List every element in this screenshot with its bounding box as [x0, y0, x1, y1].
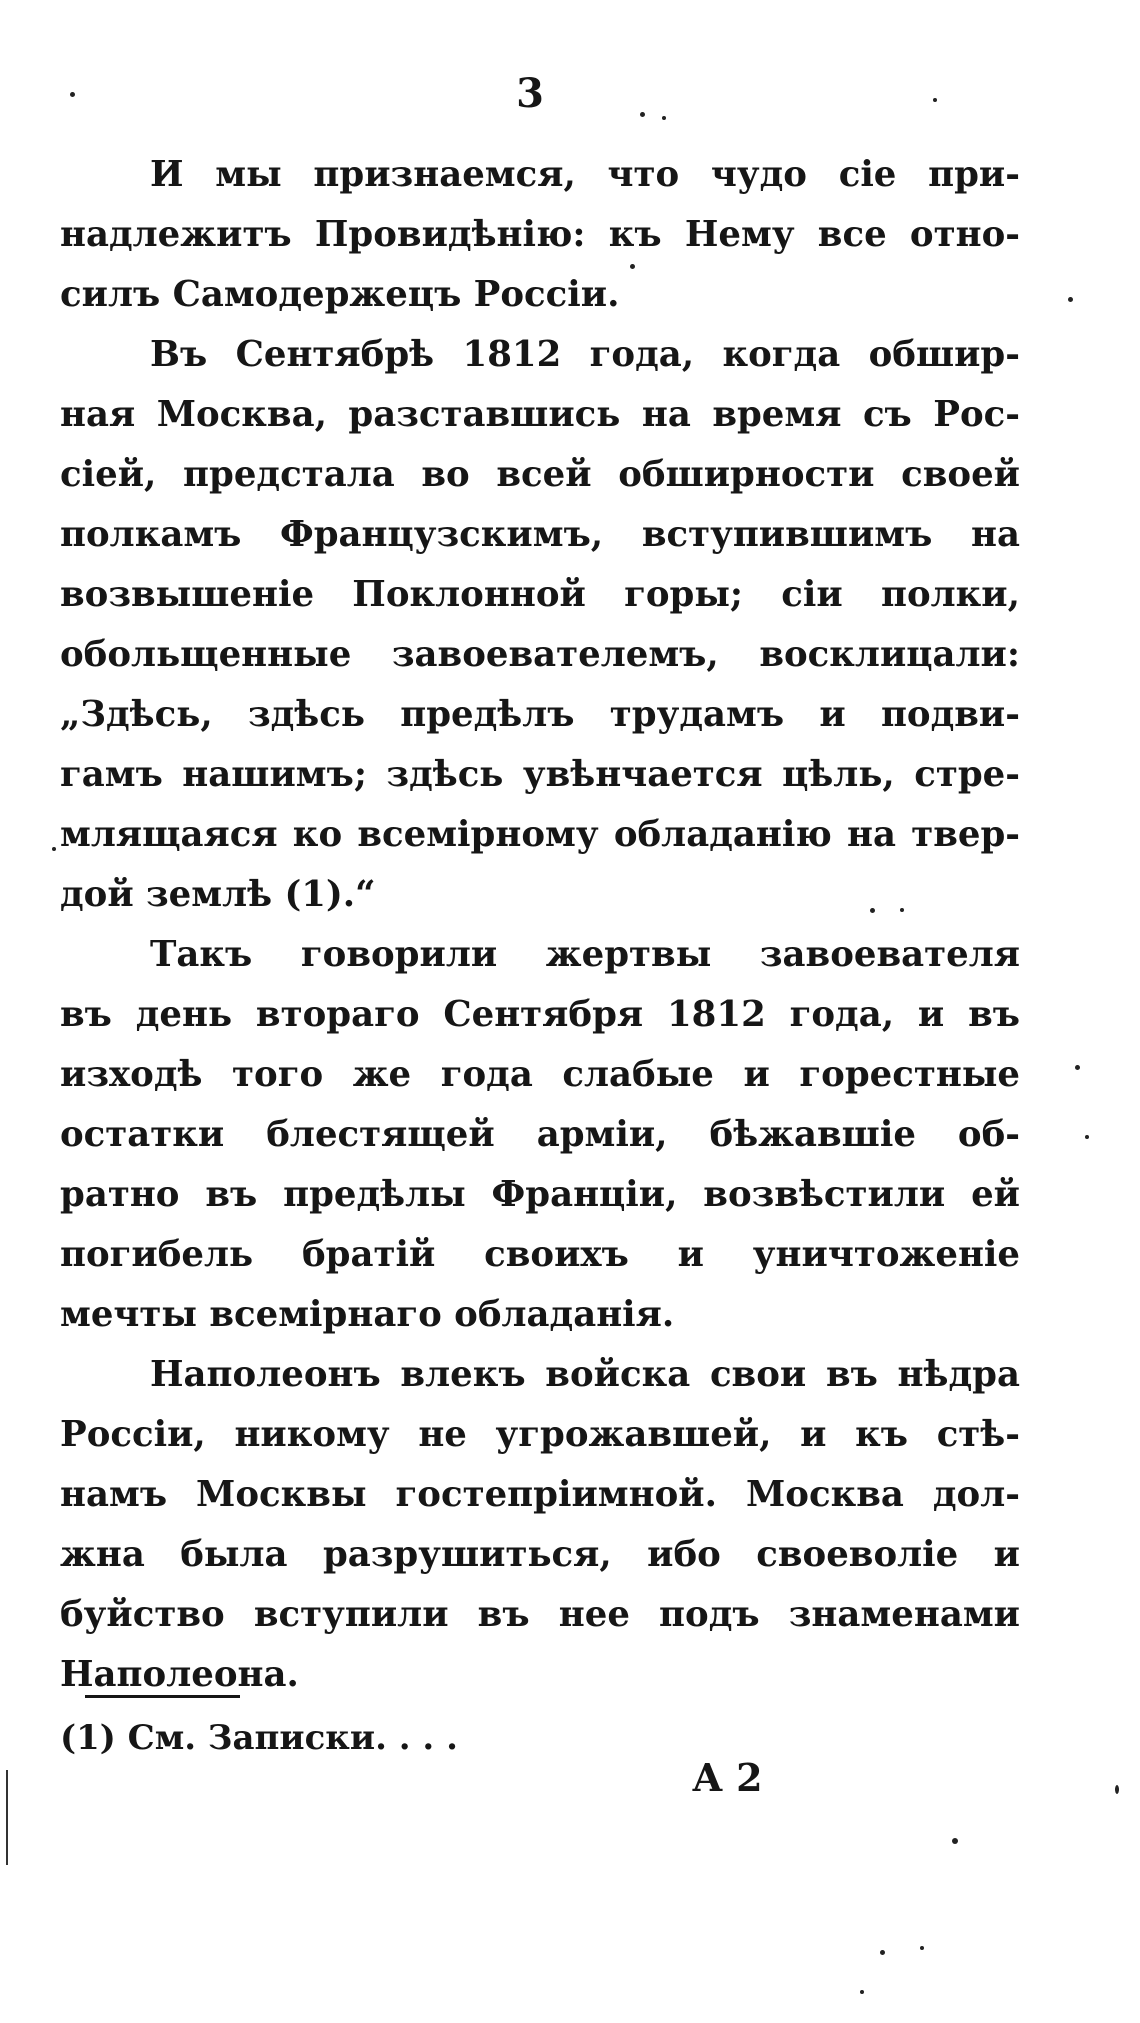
text-line: въ день втораго Сентября 1812 года, и въ [60, 994, 1020, 1035]
text-line: жна была разрушиться, ибо своеволіе и [60, 1534, 1020, 1575]
text-line: Такъ говорили жертвы завоевателя [150, 934, 1020, 975]
scan-speck [1075, 1065, 1080, 1070]
text-line: Россіи, никому не угрожавшей, и къ стѣ- [60, 1414, 1020, 1455]
scan-speck [1068, 297, 1073, 302]
text-line: намъ Москвы гостепріимной. Москва дол- [60, 1474, 1020, 1515]
text-line: сіей, предстала во всей обширности своей [60, 454, 1020, 495]
text-line: полкамъ Французскимъ, вступившимъ на [60, 514, 1020, 555]
paragraph-4 [60, 1345, 1020, 1705]
paragraph-2 [60, 325, 1020, 925]
scan-speck [630, 264, 635, 269]
scan-speck [52, 847, 56, 851]
scan-speck [900, 908, 904, 912]
scan-speck [70, 92, 75, 97]
text-line: И мы признаемся, что чудо сіе при- [150, 154, 1020, 195]
scan-speck [920, 1946, 924, 1950]
text-line: мечты всемірнаго обладанія. [60, 1294, 675, 1335]
text-line: Въ Сентябрѣ 1812 года, когда обшир- [150, 334, 1020, 375]
main-text [60, 145, 1020, 1705]
scan-speck [933, 98, 937, 102]
text-line: ратно въ предѣлы Франціи, возвѣстили ей [60, 1174, 1020, 1215]
scan-speck [1115, 1785, 1119, 1794]
scan-speck [860, 1990, 864, 1994]
scan-speck [662, 116, 666, 120]
footnote-divider [85, 1695, 240, 1698]
page-number: 3 [516, 70, 544, 117]
scan-speck [952, 1838, 958, 1844]
text-line: надлежитъ Провидѣнію: къ Нему все отно- [60, 214, 1020, 255]
page-edge-mark [6, 1770, 8, 1865]
footnote: (1) См. Записки. . . . [60, 1718, 458, 1758]
text-line: погибель братій своихъ и уничтоженіе [60, 1234, 1020, 1275]
scan-speck [870, 908, 875, 913]
text-line: обольщенные завоевателемъ, восклицали: [60, 634, 1020, 675]
text-line: ная Москва, разставшись на время съ Рос- [60, 394, 1020, 435]
text-line: изходѣ того же года слабые и горестные [60, 1054, 1020, 1095]
signature-mark: А 2 [692, 1755, 763, 1800]
paragraph-1 [60, 145, 1020, 325]
scan-speck [640, 112, 645, 117]
scan-speck [880, 1950, 885, 1955]
text-line: гамъ нашимъ; здѣсь увѣнчается цѣль, стре- [60, 754, 1020, 795]
text-line: дой землѣ (1).“ [60, 874, 376, 915]
text-line: Наполеонъ влекъ войска свои въ нѣдра [150, 1354, 1020, 1395]
text-line: возвышеніе Поклонной горы; сіи полки, [60, 574, 1020, 615]
text-line: остатки блестящей арміи, бѣжавшіе об- [60, 1114, 1020, 1155]
text-line: силъ Самодержецъ Россіи. [60, 274, 620, 315]
paragraph-3 [60, 925, 1020, 1345]
text-line: млящаяся ко всемірному обладанію на твер- [60, 814, 1020, 855]
scan-speck [1085, 1135, 1089, 1139]
text-line: Наполеона. [60, 1654, 299, 1695]
text-line: буйство вступили въ нее подъ знаменами [60, 1594, 1020, 1635]
text-line: „Здѣсь, здѣсь предѣлъ трудамъ и подви- [60, 694, 1020, 735]
